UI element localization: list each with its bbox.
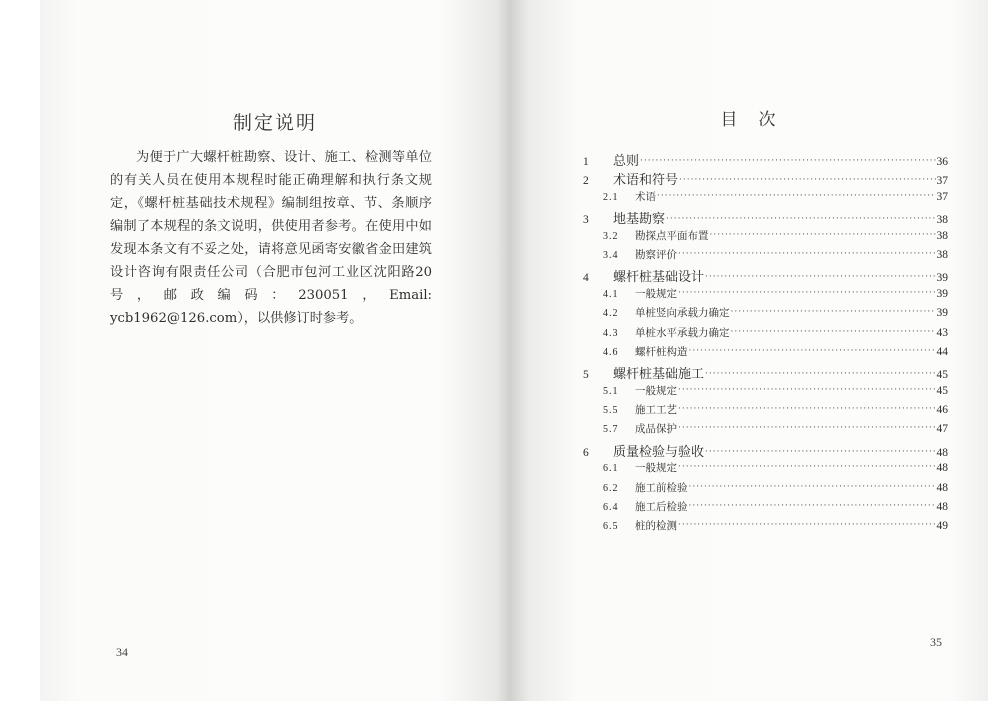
intro-paragraph: 为便于广大螺杆桩勘察、设计、施工、检测等单位的有关人员在使用本规程时能正确理解和执行条文规定，《螺杆桩基础技术规程》编制组按章、节、条顺序编制了本规程的条文说明，供使用者参考。在使用中如发现本条文有不妥之处，请将意见函寄安徽省金田建筑设计咨询有限责任公司（合肥市包河工业区沈阳路20号，邮政编码：230051，Email: ycb1962@126.com），以供修订时参考。: [110, 150, 432, 326]
toc-entry-page: 47: [936, 423, 948, 436]
toc-entry-number: 2: [583, 175, 589, 188]
toc-entry-label: 一般规定: [635, 384, 677, 397]
toc-section-entry: [580, 460, 948, 479]
toc-chapter-entry: [580, 363, 948, 382]
toc-entry-page: 45: [936, 369, 948, 382]
scan-margin-right: [988, 0, 1000, 701]
toc-section-entry: [580, 247, 948, 266]
toc-entry-label: 单桩水平承载力确定: [635, 326, 730, 339]
toc-entry-page: 45: [936, 384, 948, 397]
toc-leader-dots: [679, 175, 935, 185]
toc-leader-dots: [731, 327, 936, 337]
toc-entry-number: 2.1: [603, 191, 619, 203]
toc-entry-page: 39: [936, 272, 948, 285]
toc-title: 目 次: [720, 110, 778, 130]
toc-leader-dots: [705, 272, 935, 282]
toc-entry-page: 46: [936, 404, 948, 417]
right-page: [510, 0, 988, 701]
toc-leader-dots: [678, 404, 936, 414]
toc-leader-dots: [705, 447, 935, 457]
toc-section-entry: [580, 421, 948, 440]
toc-entry-label: 术语和符号: [613, 173, 679, 189]
toc-entry-label: 螺杆桩基础设计: [613, 270, 705, 286]
toc-entry-number: 3: [583, 214, 589, 227]
toc-entry-number: 6.5: [603, 521, 619, 533]
toc-entry-number: 4: [583, 272, 589, 285]
toc-entry-number: 6.1: [603, 463, 619, 475]
toc-entry-label: 一般规定: [635, 287, 677, 300]
toc-entry-page: 48: [936, 462, 948, 475]
toc-leader-dots: [689, 346, 936, 356]
table-of-contents: [580, 150, 948, 538]
toc-entry-page: 48: [936, 501, 948, 514]
toc-entry-number: 5: [583, 369, 589, 382]
toc-section-entry: [580, 325, 948, 344]
toc-entry-number: 4.2: [603, 308, 619, 320]
toc-leader-dots: [678, 423, 936, 433]
left-page: [40, 0, 510, 701]
toc-leader-dots: [689, 501, 936, 511]
toc-leader-dots: [678, 462, 936, 472]
toc-entry-number: 5.1: [603, 385, 619, 397]
toc-entry-page: 36: [936, 156, 948, 168]
scan-margin-left: [0, 0, 40, 701]
toc-entry-number: 4.1: [603, 288, 619, 300]
toc-section-entry: [580, 189, 948, 208]
toc-entry-label: 勘察评价: [635, 248, 677, 261]
toc-entry-label: 施工后检验: [635, 501, 688, 514]
toc-chapter-entry: [580, 169, 948, 188]
toc-entry-page: 49: [936, 520, 948, 533]
toc-entry-label: 施工工艺: [635, 404, 677, 417]
toc-chapter-entry: [580, 441, 948, 460]
toc-chapter-entry: [580, 208, 948, 227]
toc-entry-page: 38: [936, 214, 948, 227]
toc-leader-dots: [666, 214, 935, 224]
toc-leader-dots: [710, 230, 936, 240]
toc-entry-number: 4.3: [603, 327, 619, 339]
toc-section-entry: [580, 499, 948, 518]
toc-leader-dots: [678, 385, 936, 395]
toc-entry-label: 成品保护: [635, 423, 677, 436]
toc-entry-number: 4.6: [603, 346, 619, 358]
toc-entry-label: 螺杆桩构造: [635, 345, 688, 358]
toc-entry-label: 一般规定: [635, 462, 677, 475]
toc-entry-page: 37: [936, 175, 948, 188]
toc-entry-page: 38: [936, 248, 948, 261]
toc-entry-label: 桩的检测: [635, 520, 677, 533]
toc-leader-dots: [678, 288, 936, 298]
toc-entry-label: 地基勘察: [613, 212, 666, 228]
toc-entry-number: 3.4: [603, 249, 619, 261]
toc-leader-dots: [705, 369, 935, 379]
toc-leader-dots: [657, 191, 936, 201]
toc-entry-page: 48: [936, 446, 948, 459]
toc-entry-label: 单桩竖向承载力确定: [635, 307, 730, 320]
toc-entry-number: 6.4: [603, 502, 619, 514]
toc-section-entry: [580, 402, 948, 421]
toc-entry-page: 43: [936, 326, 948, 339]
toc-entry-page: 37: [936, 190, 948, 203]
toc-section-entry: [580, 305, 948, 324]
toc-leader-dots: [678, 520, 936, 530]
toc-section-entry: [580, 228, 948, 247]
toc-chapter-entry: [580, 150, 948, 169]
toc-entry-page: 48: [936, 481, 948, 494]
toc-entry-label: 勘探点平面布置: [635, 229, 709, 242]
toc-entry-number: 3.2: [603, 230, 619, 242]
page-title: 制定说明: [232, 112, 317, 134]
toc-entry-label: 螺杆桩基础施工: [613, 367, 705, 383]
toc-entry-number: 5.5: [603, 405, 619, 417]
toc-entry-number: 6.2: [603, 482, 619, 494]
toc-entry-label: 术语: [635, 190, 656, 203]
toc-entry-page: 44: [936, 345, 948, 358]
toc-leader-dots: [640, 156, 935, 166]
toc-entry-number: 1: [583, 156, 589, 168]
toc-leader-dots: [731, 307, 936, 317]
toc-entry-page: 39: [936, 307, 948, 320]
toc-chapter-entry: [580, 266, 948, 285]
toc-leader-dots: [678, 249, 936, 259]
page-number: 35: [930, 635, 942, 649]
toc-section-entry: [580, 286, 948, 305]
toc-entry-label: 总则: [613, 154, 640, 169]
toc-section-entry: [580, 344, 948, 363]
toc-entry-page: 38: [936, 229, 948, 242]
toc-section-entry: [580, 480, 948, 499]
page-number: 34: [116, 645, 128, 659]
toc-entry-page: 39: [936, 287, 948, 300]
toc-section-entry: [580, 383, 948, 402]
toc-entry-number: 6: [583, 446, 589, 459]
toc-leader-dots: [689, 482, 936, 492]
toc-entry-label: 施工前检验: [635, 481, 688, 494]
toc-section-entry: [580, 518, 948, 537]
toc-entry-label: 质量检验与验收: [613, 444, 705, 460]
toc-entry-number: 5.7: [603, 424, 619, 436]
